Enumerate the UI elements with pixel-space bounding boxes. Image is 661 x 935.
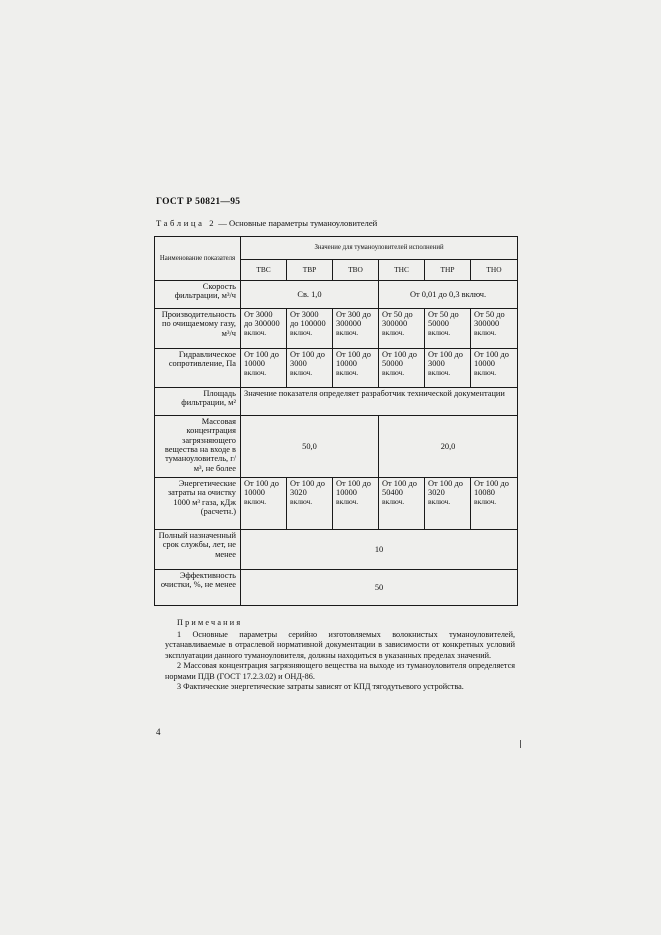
table-row xyxy=(155,308,518,348)
table-row xyxy=(155,477,518,529)
value-range: От 50 до 50000 xyxy=(428,309,459,329)
table-title-lead: Таблица 2 xyxy=(156,218,217,228)
value-range: От 300 до 300000 xyxy=(336,309,371,329)
row-label: Площадь фильтрации, м² xyxy=(155,387,241,415)
value-span-cell: 50,0 xyxy=(241,415,379,477)
parameters-table xyxy=(154,236,518,606)
value-inclusive: включ. xyxy=(474,496,497,506)
document-header: ГОСТ Р 50821—95 xyxy=(156,197,241,207)
value-span-cell: 50 xyxy=(241,570,518,606)
value-inclusive: включ. xyxy=(244,327,267,337)
value-inclusive: включ. xyxy=(382,496,405,506)
value-range: От 100 до 50400 xyxy=(382,478,417,498)
value-range: От 100 до 10000 xyxy=(244,350,279,369)
value-span-cell: Значение показателя определяет разработчик технической документации xyxy=(241,387,518,415)
value-range: От 100 до 50000 xyxy=(382,350,417,369)
row-label: Скорость фильтрации, м³/ч xyxy=(155,281,241,309)
value-cell xyxy=(379,308,425,348)
value-inclusive: включ. xyxy=(382,327,405,337)
value-range: От 3000 до 300000 xyxy=(244,309,280,329)
table-title-text: — Основные параметры туманоуловителей xyxy=(216,218,378,228)
value-inclusive: включ. xyxy=(244,496,267,506)
row-label: Эффективность очистки, %, не менее xyxy=(155,570,241,606)
column-header: ТВО xyxy=(333,260,379,281)
value-cell xyxy=(471,308,518,348)
value-cell xyxy=(425,308,471,348)
table-row xyxy=(155,570,518,606)
value-cell xyxy=(379,349,425,388)
value-range: От 50 до 300000 xyxy=(474,309,505,329)
page-number: 4 xyxy=(156,727,161,737)
note-item: 2 Массовая концентрация загрязняющего вещества на выходе из туманоуловителя определяется нормами ПДВ (ГОСТ 17.2.3.02) и ОНД-86. xyxy=(165,661,515,681)
value-inclusive: включ. xyxy=(428,327,451,337)
row-label: Полный назначенный срок службы, лет, не менее xyxy=(155,530,241,570)
value-range: От 100 до 10000 xyxy=(244,478,279,498)
value-range: От 100 до 10000 xyxy=(474,350,509,369)
value-cell xyxy=(241,308,287,348)
value-inclusive: включ. xyxy=(474,327,497,337)
value-range: От 100 до 3000 xyxy=(290,350,325,369)
table-row xyxy=(155,530,518,570)
table-row xyxy=(155,387,518,415)
value-cell xyxy=(425,349,471,388)
value-range: От 3000 до 100000 xyxy=(290,309,326,329)
note-item: 3 Фактические энергетические затраты зависят от КПД тягодутьевого устройства. xyxy=(177,682,464,691)
value-range: От 100 до 3000 xyxy=(428,350,463,369)
row-label: Производительность по очищаемому газу, м³/ч xyxy=(155,308,241,348)
value-inclusive: включ. xyxy=(474,367,497,377)
value-inclusive: включ. xyxy=(428,496,451,506)
column-header: ТНО xyxy=(471,260,518,281)
notes-section xyxy=(165,618,515,693)
header-value-group: Значение для туманоуловителей исполнений xyxy=(241,237,518,260)
column-header: ТНС xyxy=(379,260,425,281)
table-title xyxy=(156,218,377,228)
value-range: От 100 до 10080 xyxy=(474,478,509,498)
value-inclusive: включ. xyxy=(290,327,313,337)
value-inclusive: включ. xyxy=(290,496,313,506)
value-span-cell: Св. 1,0 xyxy=(241,281,379,309)
value-inclusive: включ. xyxy=(428,367,451,377)
table-row xyxy=(155,349,518,388)
value-cell xyxy=(287,308,333,348)
value-cell xyxy=(287,349,333,388)
value-cell xyxy=(471,349,518,388)
value-cell xyxy=(425,477,471,529)
scan-mark xyxy=(520,740,521,748)
value-range: От 100 до 10000 xyxy=(336,478,371,498)
column-header: ТВР xyxy=(287,260,333,281)
value-cell xyxy=(241,477,287,529)
value-range: От 100 до 3020 xyxy=(428,478,463,498)
value-inclusive: включ. xyxy=(336,496,359,506)
value-cell xyxy=(333,308,379,348)
value-range: От 50 до 300000 xyxy=(382,309,413,329)
value-cell xyxy=(287,477,333,529)
value-span-cell: От 0,01 до 0,3 включ. xyxy=(379,281,518,309)
row-label: Гидравлическое сопротивление, Па xyxy=(155,349,241,388)
value-cell xyxy=(333,349,379,388)
row-label: Массовая концентрация загрязняющего вещества на входе в туманоуловитель, г/м³, не более xyxy=(155,415,241,477)
row-label: Энергетические затраты на очистку 1000 м³ газа, кДж (расчетн.) xyxy=(155,477,241,529)
column-header: ТВС xyxy=(241,260,287,281)
value-cell xyxy=(379,477,425,529)
header-indicator-name: Наименование показателя xyxy=(155,237,241,281)
table-row xyxy=(155,415,518,477)
value-range: От 100 до 10000 xyxy=(336,350,371,369)
notes-heading: Примечания xyxy=(177,618,243,627)
value-cell xyxy=(471,477,518,529)
value-range: От 100 до 3020 xyxy=(290,478,325,498)
table-row xyxy=(155,281,518,309)
value-inclusive: включ. xyxy=(244,367,267,377)
note-item: 1 Основные параметры серийно изготовляемых волокнистых туманоуловителей, устанавливаемые в отраслевой нормативной документации в зависимости от конкретных условий эксплуатации данного туманоуловителя, должны находиться в указанных пределах значений. xyxy=(165,629,515,660)
value-span-cell: 10 xyxy=(241,530,518,570)
value-inclusive: включ. xyxy=(336,367,359,377)
column-header: ТНР xyxy=(425,260,471,281)
value-cell xyxy=(241,349,287,388)
value-cell xyxy=(333,477,379,529)
value-inclusive: включ. xyxy=(290,367,313,377)
value-span-cell: 20,0 xyxy=(379,415,518,477)
value-inclusive: включ. xyxy=(382,367,405,377)
value-inclusive: включ. xyxy=(336,327,359,337)
